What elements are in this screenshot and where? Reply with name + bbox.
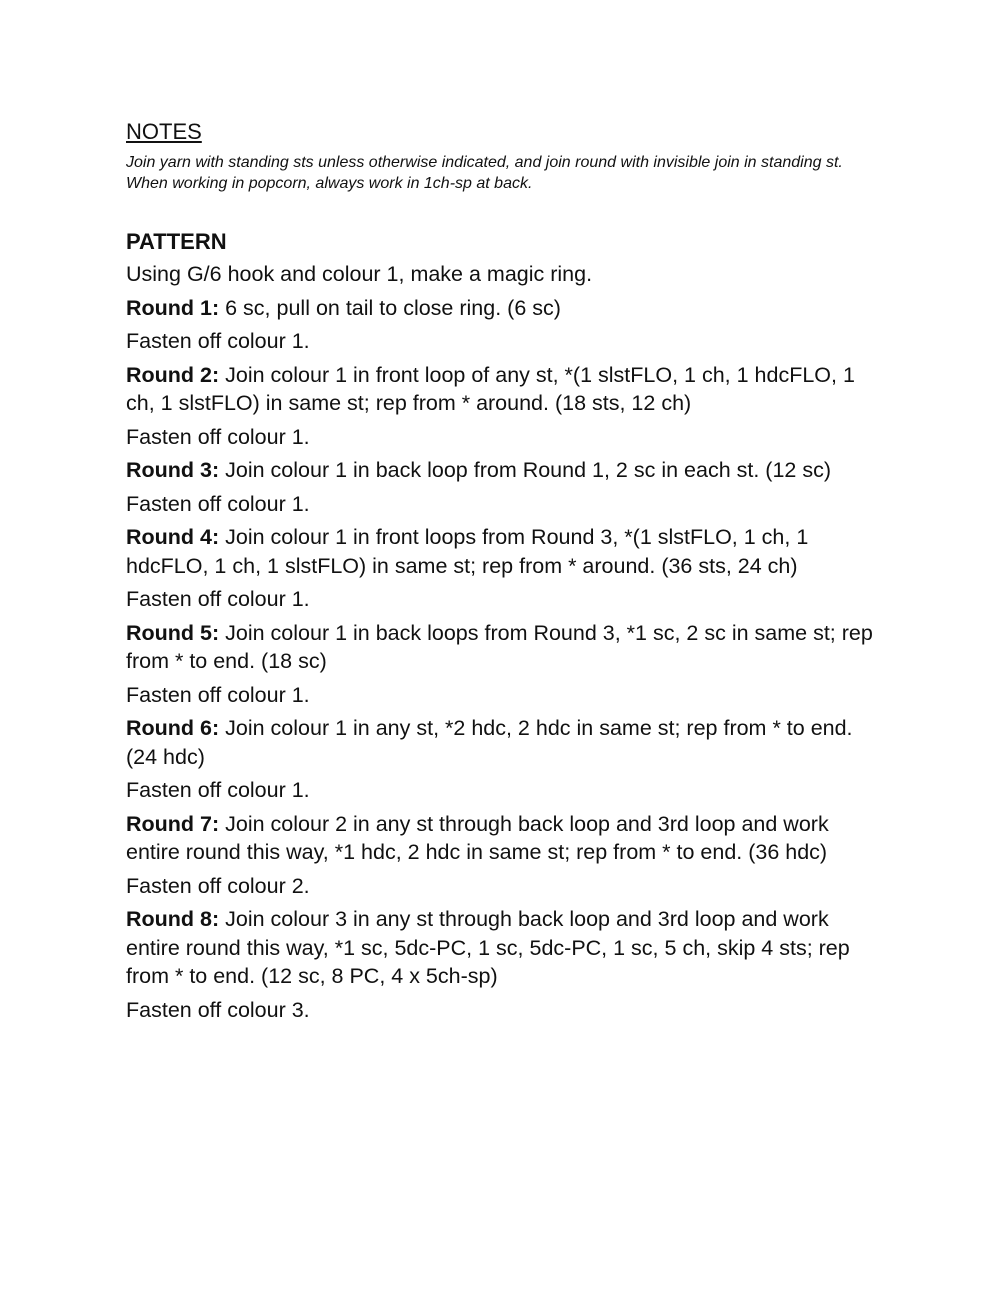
- instruction-text: Join colour 1 in front loop of any st, *(1 slstFLO, 1 ch, 1 hdcFLO, 1 ch, 1 slstFLO) in same st; rep from * around. (18 sts, 12 ch): [126, 362, 855, 415]
- round-instruction: [126, 905, 886, 991]
- instruction-text: Fasten off colour 1.: [126, 778, 310, 802]
- instruction-line: [126, 872, 886, 901]
- round-instruction: [126, 523, 886, 580]
- round-label: Round 3:: [126, 458, 220, 482]
- instruction-text: 6 sc, pull on tail to close ring. (6 sc): [219, 295, 561, 320]
- note-line: When working in popcorn, always work in 1ch-sp at back.: [126, 175, 533, 192]
- document-page: [126, 118, 886, 1029]
- instruction-line: [126, 260, 886, 289]
- instruction-text: Join colour 1 in any st, *2 hdc, 2 hdc in same st; rep from * to end. (24 hdc): [126, 716, 853, 769]
- round-instruction: [126, 810, 886, 867]
- pattern-body: [126, 260, 886, 1024]
- instruction-text: Join colour 1 in back loop from Round 1, 2 sc in each st. (12 sc): [219, 458, 832, 482]
- instruction-text: Join colour 1 in back loops from Round 3, *1 sc, 2 sc in same st; rep from * to end. (18 sc): [126, 620, 873, 673]
- round-label: Round 7:: [126, 811, 220, 836]
- instruction-line: [126, 423, 886, 452]
- note-line: Join yarn with standing sts unless otherwise indicated, and join round with invisible join in standing st.: [126, 154, 843, 171]
- round-instruction: [126, 361, 886, 418]
- instruction-line: [126, 490, 886, 519]
- round-label: Round 8:: [126, 907, 220, 931]
- instruction-text: Fasten off colour 1.: [126, 329, 310, 353]
- instruction-text: Join colour 2 in any st through back loop and 3rd loop and work entire round this way, *1 hdc, 2 hdc in same st; rep from * to end. (36 hdc): [126, 811, 829, 864]
- instruction-line: [126, 585, 886, 614]
- instruction-text: Join colour 1 in front loops from Round 3, *(1 slstFLO, 1 ch, 1 hdcFLO, 1 ch, 1 slstFLO) in same st; rep from * around. (36 sts, 24 ch): [126, 525, 809, 578]
- pattern-heading: PATTERN: [126, 229, 227, 254]
- instruction-text: Join colour 3 in any st through back loop and 3rd loop and work entire round this way, *1 sc, 5dc-PC, 1 sc, 5dc-PC, 1 sc, 5 ch, skip 4 sts; rep from * to end. (12 sc, 8 PC, 4 x 5ch-sp): [126, 907, 850, 988]
- instruction-line: [126, 776, 886, 805]
- instruction-text: Fasten off colour 1.: [126, 587, 310, 611]
- instruction-text: Fasten off colour 1.: [126, 491, 310, 516]
- instruction-text: Fasten off colour 2.: [126, 873, 310, 898]
- instruction-text: Fasten off colour 1.: [126, 424, 310, 449]
- instruction-line: [126, 327, 886, 356]
- round-label: Round 1:: [126, 295, 220, 320]
- round-instruction: [126, 714, 886, 771]
- round-label: Round 6:: [126, 716, 220, 740]
- instruction-line: [126, 996, 886, 1025]
- instruction-text: Using G/6 hook and colour 1, make a magic ring.: [126, 262, 593, 286]
- instruction-text: Fasten off colour 3.: [126, 997, 310, 1022]
- notes-heading: NOTES: [126, 119, 202, 144]
- round-label: Round 5:: [126, 620, 220, 645]
- instruction-text: Fasten off colour 1.: [126, 682, 310, 707]
- round-label: Round 4:: [126, 525, 220, 549]
- round-instruction: [126, 456, 886, 485]
- round-label: Round 2:: [126, 362, 220, 387]
- instruction-line: [126, 681, 886, 710]
- round-instruction: [126, 619, 886, 676]
- round-instruction: [126, 294, 886, 323]
